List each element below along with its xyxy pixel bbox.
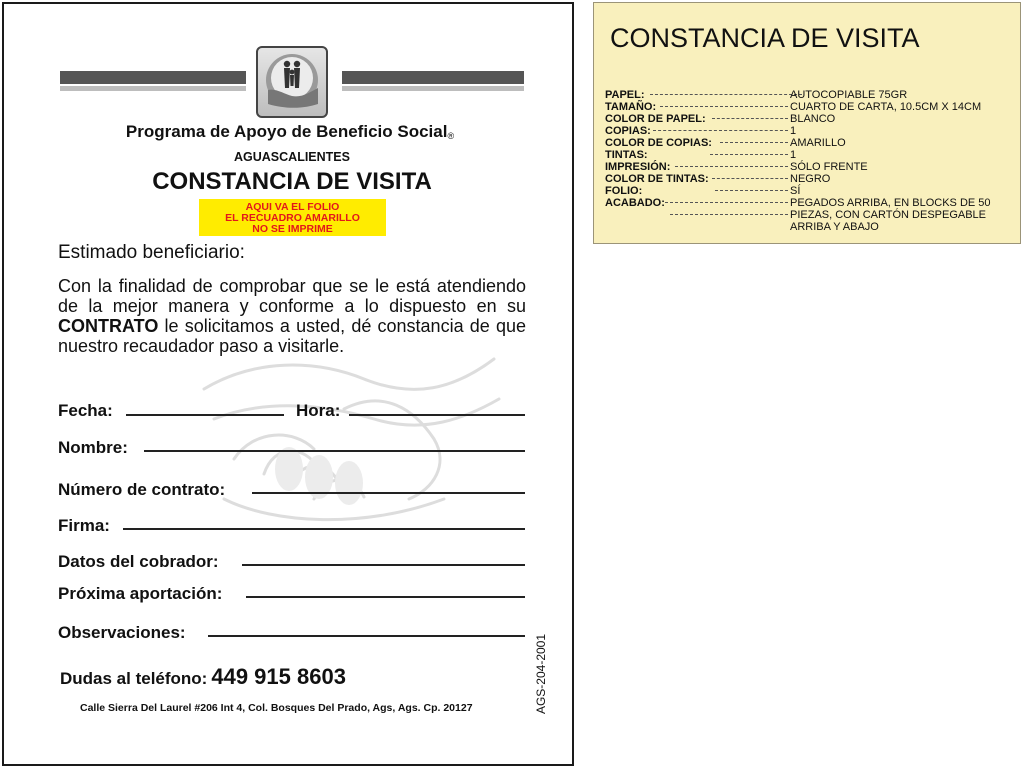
spec-row: PIEZAS, CON CARTÓN DESPEGABLE [605, 209, 1005, 221]
spec-row: IMPRESIÓN: SÓLO FRENTE [605, 161, 868, 173]
family-hands-icon [258, 48, 326, 116]
phone-number: 449 915 8603 [211, 664, 346, 689]
field-cobrador-line[interactable] [242, 564, 525, 566]
state-name: AGUASCALIENTES [234, 150, 350, 164]
print-spec-panel [593, 2, 1021, 244]
handshake-watermark-icon [194, 349, 514, 539]
field-fecha-line[interactable] [126, 414, 284, 416]
visit-certificate-card [2, 2, 574, 766]
intro-paragraph: Con la finalidad de comprobar que se le está atendiendo de la mejor manera y conforme a lo dispuesto en su CONTRATO le solicitamos a usted, dé constancia de que nuestro recaudador paso a visitarle. [58, 276, 526, 356]
program-logo [256, 46, 328, 118]
header-bar-right [342, 71, 524, 91]
document-title: CONSTANCIA DE VISITA [152, 168, 432, 195]
field-contrato-label: Número de contrato: [58, 480, 226, 499]
spec-title: CONSTANCIA DE VISITA [610, 23, 920, 53]
spec-row: FOLIO: SÍ [605, 185, 801, 197]
address: Calle Sierra Del Laurel #206 Int 4, Col. Bosques Del Prado, Ags, Ags. Cp. 20127 [80, 702, 473, 714]
field-aportacion-label: Próxima aportación: [58, 584, 223, 603]
field-observaciones-label: Observaciones: [58, 623, 186, 642]
form-code: AGS-204-2001 [534, 633, 548, 715]
field-fecha-label: Fecha: [58, 401, 113, 420]
field-observaciones-line[interactable] [208, 635, 525, 637]
phone-contact [60, 664, 346, 690]
spec-row: COLOR DE PAPEL: BLANCO [605, 113, 836, 125]
spec-row: COPIAS: 1 [605, 125, 797, 137]
spec-row: ARRIBA Y ABAJO [790, 221, 879, 233]
spec-row: COLOR DE TINTAS: NEGRO [605, 173, 831, 185]
field-nombre-line[interactable] [144, 450, 525, 452]
folio-placeholder [199, 199, 386, 236]
field-cobrador-label: Datos del cobrador: [58, 552, 219, 571]
field-firma-label: Firma: [58, 516, 110, 535]
folio-note-line: NO SE IMPRIME [252, 223, 333, 235]
spec-row: PAPEL: AUTOCOPIABLE 75GR [605, 89, 908, 101]
spec-row: ACABADO: PEGADOS ARRIBA, EN BLOCKS DE 50 [605, 197, 991, 209]
phone-label: Dudas al teléfono: [60, 669, 208, 688]
spec-row: TAMAÑO: CUARTO DE CARTA, 10.5CM X 14CM [605, 101, 982, 113]
header-bar-left [60, 71, 246, 91]
field-hora-line[interactable] [349, 414, 525, 416]
folio-note-line: AQUI VA EL FOLIO [245, 201, 340, 213]
field-contrato-line[interactable] [252, 492, 525, 494]
field-firma-line[interactable] [123, 528, 525, 530]
field-aportacion-line[interactable] [246, 596, 525, 598]
program-name: Programa de Apoyo de Beneficio Social® [125, 122, 455, 141]
field-nombre-label: Nombre: [58, 438, 128, 457]
folio-note-line: EL RECUADRO AMARILLO [225, 212, 360, 224]
greeting: Estimado beneficiario: [58, 242, 245, 263]
spec-row: COLOR DE COPIAS: AMARILLO [605, 137, 846, 149]
spec-row: TINTAS: 1 [605, 149, 797, 161]
field-hora-label: Hora: [296, 401, 341, 420]
